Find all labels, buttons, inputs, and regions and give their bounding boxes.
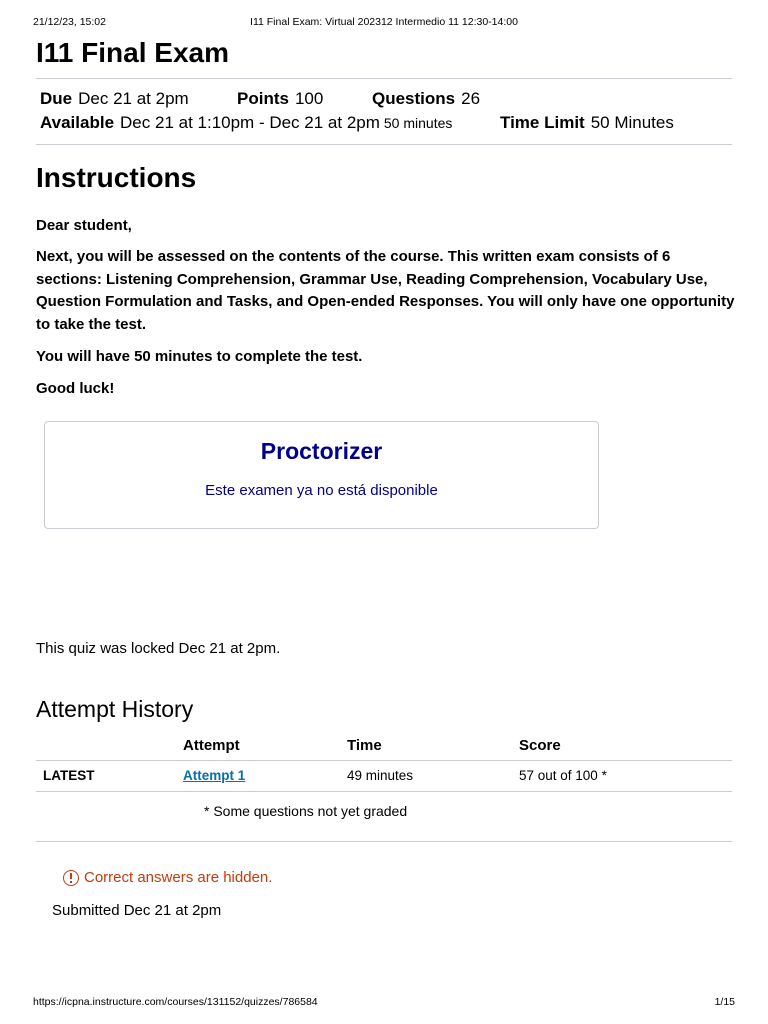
due-label: Due [40,89,73,108]
divider [36,841,732,842]
correct-answers-text: Correct answers are hidden. [84,869,273,886]
quiz-points [237,89,323,109]
available-duration: 50 minutes [383,115,453,131]
attempt-time: 49 minutes [347,768,414,783]
print-date: 21/12/23, 15:02 [33,16,106,28]
divider [36,144,732,145]
available-label: Available [40,113,115,132]
quiz-questions [372,89,480,109]
attempt-score: 57 out of 100 * [519,768,607,783]
print-document-title: I11 Final Exam: Virtual 202312 Intermedio 11 12:30-14:00 [250,16,518,28]
print-page-number: 1/15 [714,996,735,1008]
quiz-time-limit [500,113,674,133]
instructions-greeting: Dear student, [36,217,132,234]
grading-footnote: * Some questions not yet graded [204,803,408,819]
questions-value: 26 [461,89,481,108]
attempt-history-heading: Attempt History [36,696,194,722]
quiz-due [40,89,189,109]
due-value: Dec 21 at 2pm [78,89,189,108]
attempt-link[interactable]: Attempt 1 [183,768,246,783]
submitted-message: Submitted Dec 21 at 2pm [52,902,222,919]
table-divider [36,791,732,792]
instructions-body: Next, you will be assessed on the contents of the course. This written exam consists of 6 sections: Listening Comprehension, Grammar Use, Reading Comprehension, Vocabulary Use, Question Formulation and Tasks, and Open-ended Responses. You will only have one opportunity to take the test. [36,248,735,333]
divider [36,78,732,79]
quiz-title: I11 Final Exam [36,37,229,68]
instructions-heading: Instructions [36,162,197,193]
column-header-time: Time [347,737,382,754]
points-label: Points [237,89,289,108]
correct-answers-notice [63,869,272,886]
proctorizer-title: Proctorizer [260,438,383,464]
instructions-closing: Good luck! [36,380,115,397]
print-url: https://icpna.instructure.com/courses/131152/quizzes/786584 [33,996,318,1008]
print-footer [33,996,735,1010]
quiz-locked-message: This quiz was locked Dec 21 at 2pm. [36,640,281,657]
time-limit-label: Time Limit [500,113,585,132]
table-divider [36,760,732,761]
proctorizer-message: Este examen ya no está disponible [205,482,438,499]
time-limit-value: 50 Minutes [590,113,674,132]
attempt-history-table [36,732,732,842]
questions-label: Questions [372,89,456,108]
alert-circle-icon [63,870,79,886]
row-label-latest: LATEST [43,768,95,783]
instructions-time: You will have 50 minutes to complete the test. [36,348,363,365]
available-value: Dec 21 at 1:10pm - Dec 21 at 2pm [120,113,380,132]
print-header [33,16,735,30]
points-value: 100 [294,89,324,108]
column-header-attempt: Attempt [183,737,240,754]
proctorizer-panel [44,421,599,529]
quiz-available [40,113,452,133]
column-header-score: Score [519,737,561,754]
